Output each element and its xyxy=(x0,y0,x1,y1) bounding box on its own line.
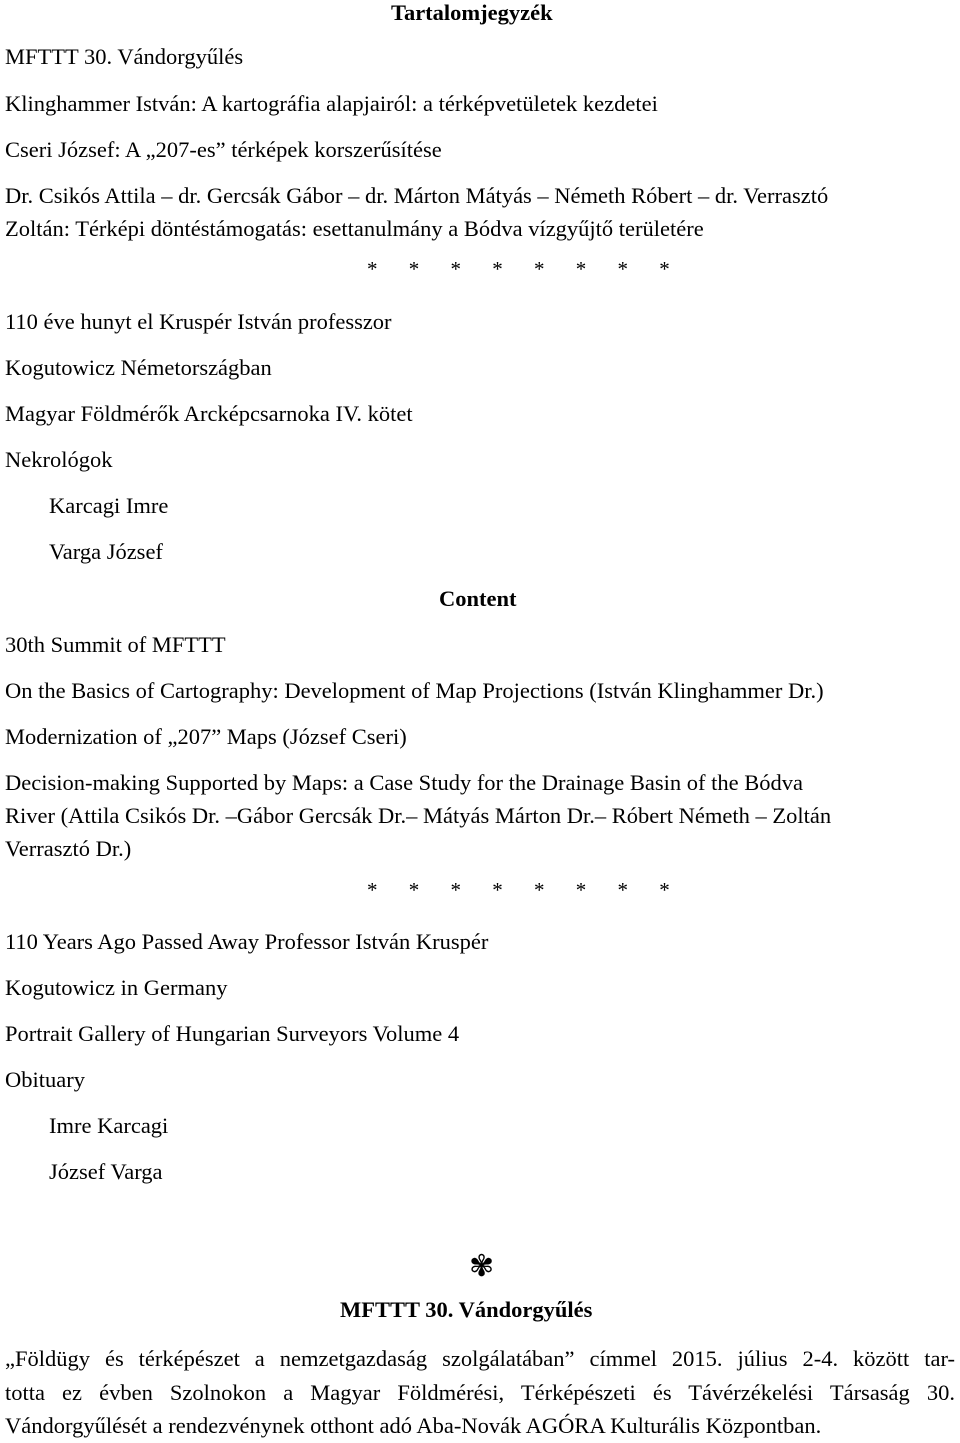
toc-item: On the Basics of Cartography: Development of Map Projections (István Klinghammer Dr.) xyxy=(5,678,824,703)
article-title: MFTTT 30. Vándorgyűlés xyxy=(340,1297,593,1322)
toc-obituary: Imre Karcagi xyxy=(49,1113,169,1138)
separator-stars: * * * * * * * * xyxy=(367,878,683,902)
toc-item: Modernization of „207” Maps (József Cseri) xyxy=(5,724,407,749)
toc-heading-en: Content xyxy=(439,586,517,611)
toc-heading-hu: Tartalomjegyzék xyxy=(391,0,553,25)
toc-section-hu: MFTTT 30. Vándorgyűlés xyxy=(5,44,244,69)
toc-article: Kogutowicz Németországban xyxy=(5,355,272,380)
toc-item-line: Verrasztó Dr.) xyxy=(5,836,132,861)
toc-obituary: Karcagi Imre xyxy=(49,493,169,518)
toc-article: Obituary xyxy=(5,1067,85,1092)
toc-item-line: River (Attila Csikós Dr. –Gábor Gercsák Dr.– Mátyás Márton Dr.– Róbert Németh – Zoltán xyxy=(5,803,832,828)
toc-item-line: Decision-making Supported by Maps: a Case Study for the Drainage Basin of the Bódva xyxy=(5,770,803,795)
toc-article: Nekrológok xyxy=(5,447,113,472)
toc-item-line: Dr. Csikós Attila – dr. Gercsák Gábor – dr. Márton Mátyás – Németh Róbert – dr. Verrasztó xyxy=(5,183,829,208)
toc-item: Klinghammer István: A kartográfia alapjairól: a térképvetületek kezdetei xyxy=(5,91,658,116)
toc-article: 110 éve hunyt el Kruspér István professzor xyxy=(5,309,392,334)
separator-stars: * * * * * * * * xyxy=(367,257,683,281)
article-line: „Földügy és térképészet a nemzetgazdaság szolgálatában” címmel 2015. július 2-4. között tar- xyxy=(5,1346,955,1371)
toc-item: Cseri József: A „207-es” térképek korszerűsítése xyxy=(5,137,442,162)
toc-obituary: József Varga xyxy=(49,1159,163,1184)
toc-obituary: Varga József xyxy=(49,539,163,564)
toc-item-line: Zoltán: Térképi döntéstámogatás: esettanulmány a Bódva vízgyűjtő területére xyxy=(5,216,704,241)
article-line: Vándorgyűlését a rendezvénynek otthont adó Aba-Novák AGÓRA Kulturális Központban. xyxy=(5,1413,822,1438)
toc-article: Portrait Gallery of Hungarian Surveyors Volume 4 xyxy=(5,1021,460,1046)
toc-article: 110 Years Ago Passed Away Professor István Kruspér xyxy=(5,929,489,954)
floral-dingbat-icon: ✾ xyxy=(469,1250,495,1283)
article-line: totta ez évben Szolnokon a Magyar Földmérési, Térképészeti és Távérzékelési Társaság 30. xyxy=(5,1380,955,1405)
toc-article: Magyar Földmérők Arcképcsarnoka IV. kötet xyxy=(5,401,413,426)
toc-article: Kogutowicz in Germany xyxy=(5,975,228,1000)
toc-section-en: 30th Summit of MFTTT xyxy=(5,632,226,657)
